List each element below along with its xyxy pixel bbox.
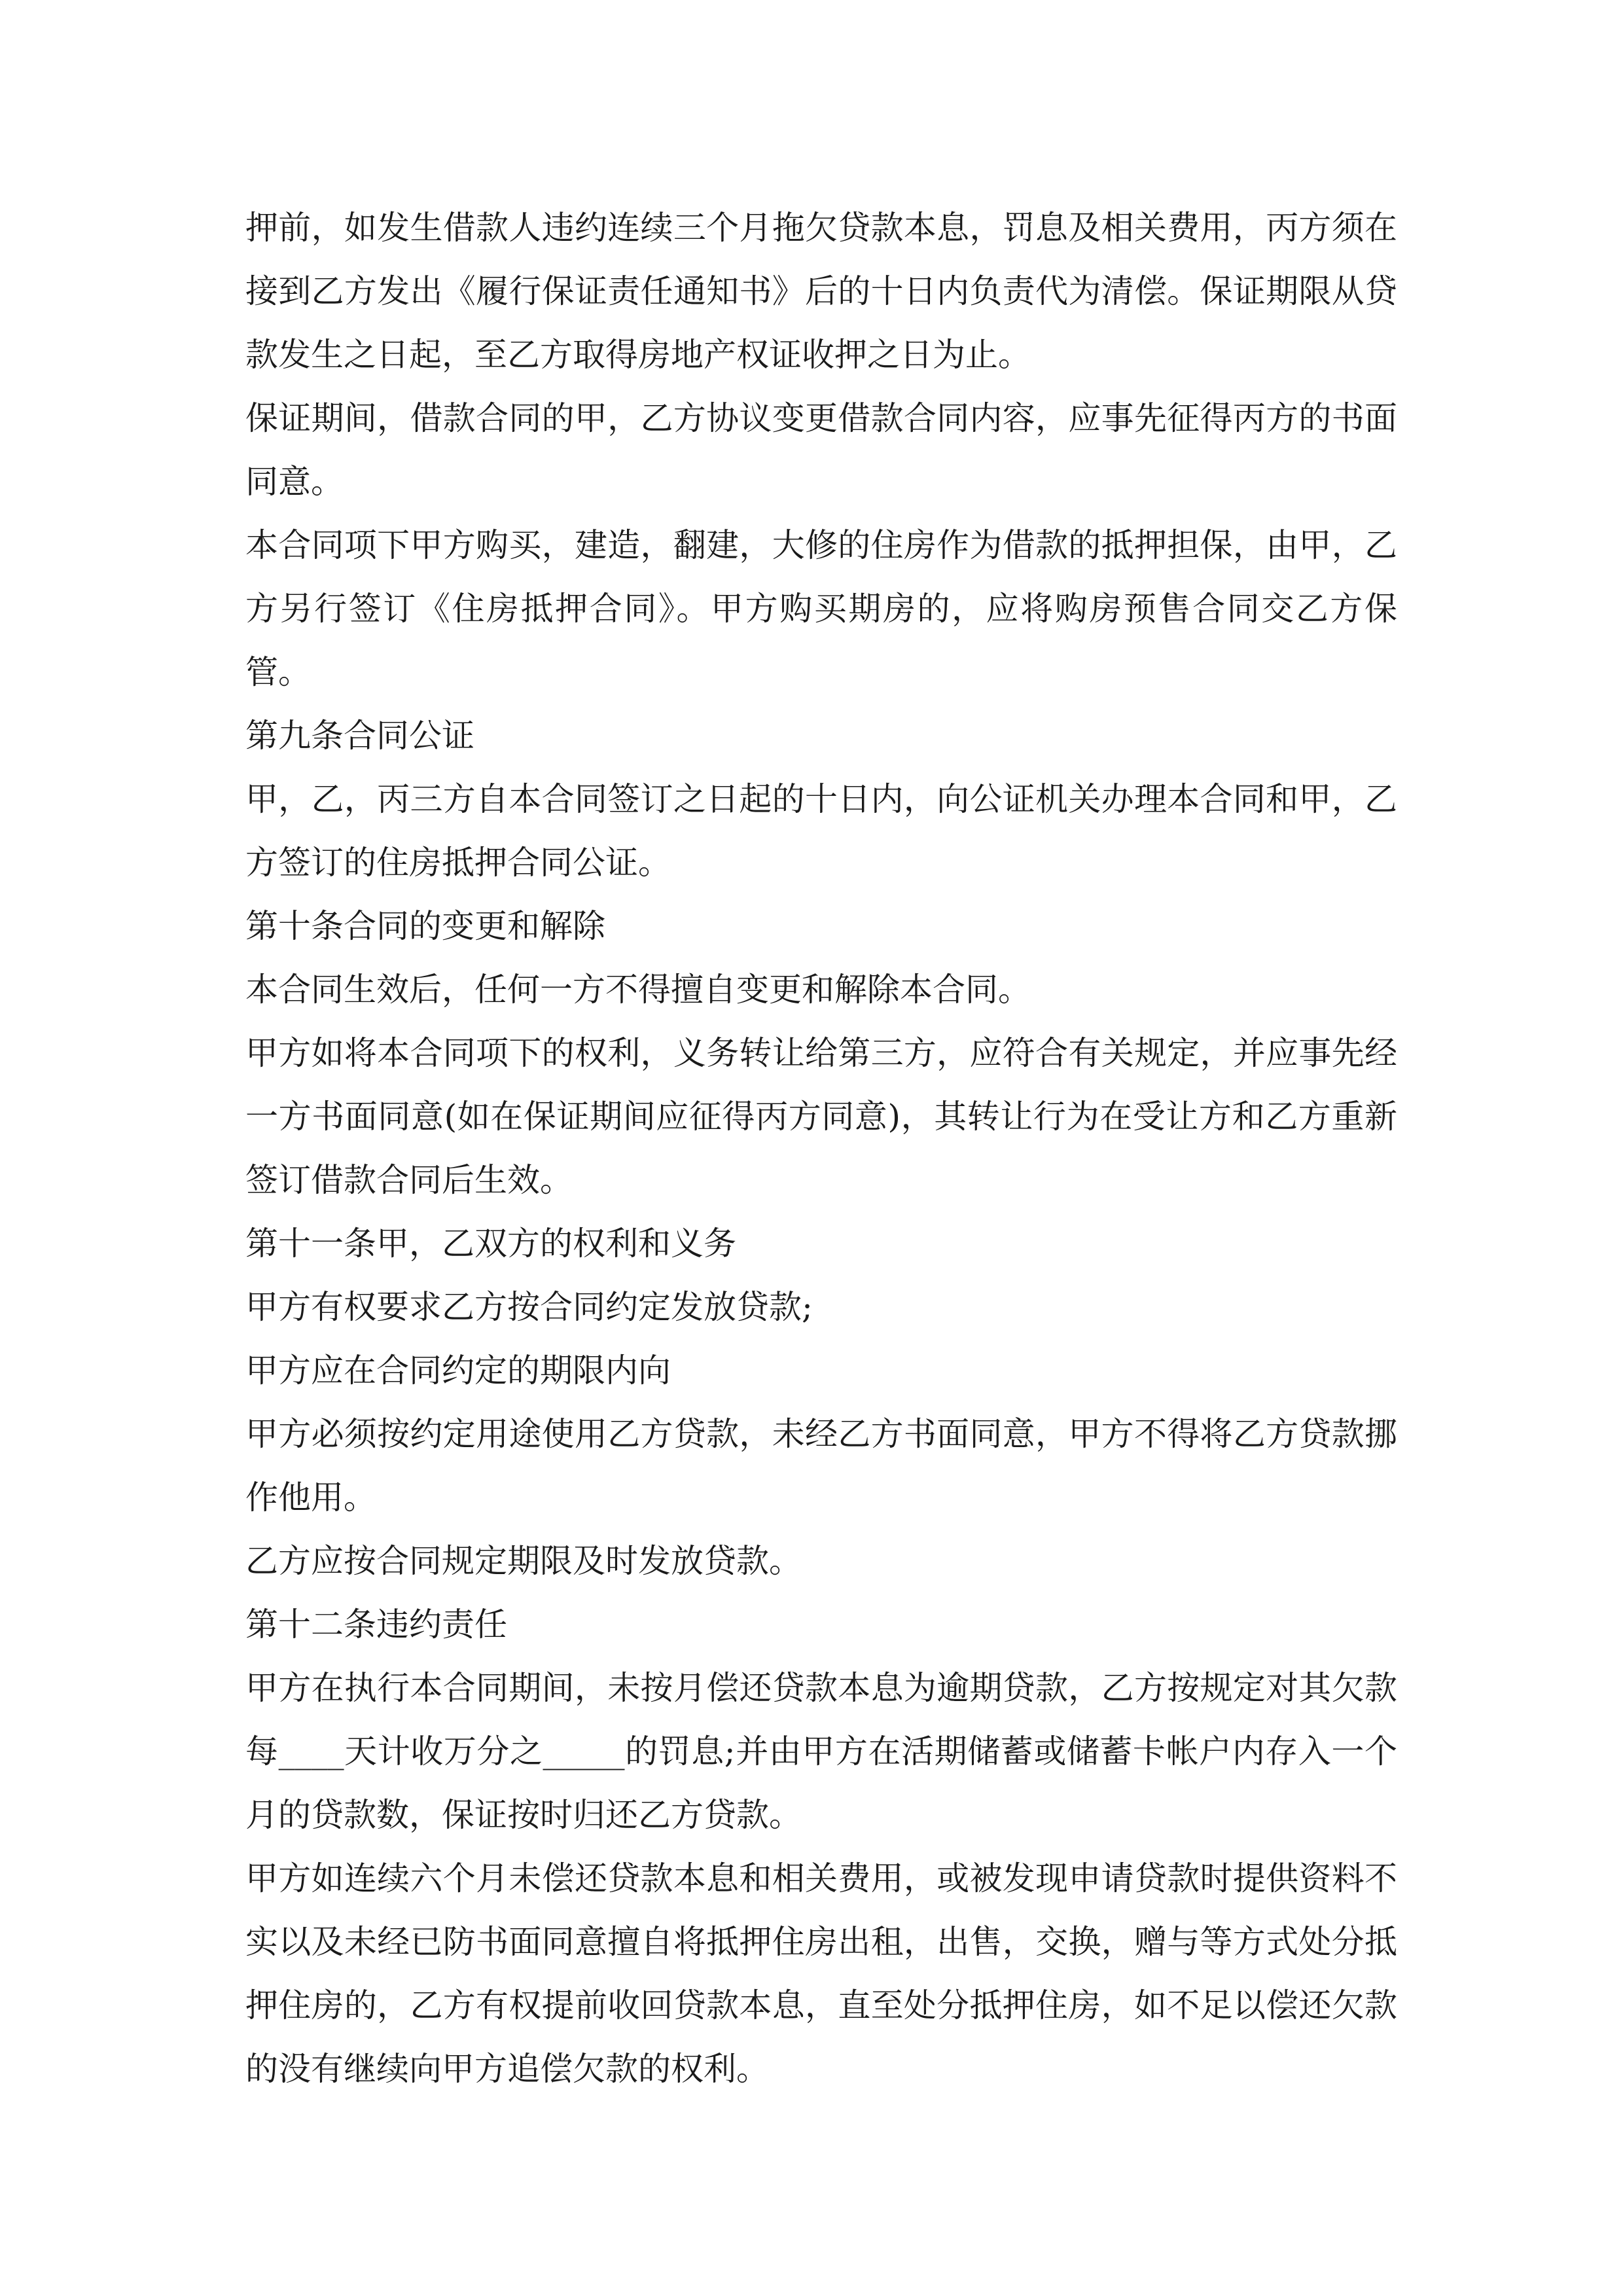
paragraph-repay-within-term: 甲方应在合同约定的期限内向 bbox=[245, 1352, 671, 1390]
document-body bbox=[245, 196, 1397, 2101]
heading-article-9: 第九条合同公证 bbox=[245, 717, 474, 755]
paragraph-guarantee-period-change: 保证期间，借款合同的甲，乙方协议变更借款合同内容，应事先征得丙方的书面同意。 bbox=[245, 399, 1397, 501]
paragraph-mortgage-security: 本合同项下甲方购买，建造，翻建，大修的住房作为借款的抵押担保，由甲，乙方另行签订《住房抵押合同》。甲方购买期房的，应将购房预售合同交乙方保管。 bbox=[245, 526, 1397, 691]
paragraph-right-to-request-loan: 甲方有权要求乙方按合同约定发放贷款; bbox=[245, 1288, 813, 1326]
paragraph-no-unilateral-change: 本合同生效后，任何一方不得擅自变更和解除本合同。 bbox=[245, 971, 1031, 1009]
paragraph-loan-usage: 甲方必须按约定用途使用乙方贷款，未经乙方书面同意，甲方不得将乙方贷款挪作他用。 bbox=[245, 1415, 1397, 1516]
heading-article-12: 第十二条违约责任 bbox=[245, 1605, 507, 1643]
heading-article-11: 第十一条甲，乙双方的权利和义务 bbox=[245, 1225, 736, 1263]
paragraph-timely-disbursement: 乙方应按合同规定期限及时发放贷款。 bbox=[245, 1542, 802, 1580]
paragraph-transfer-rights: 甲方如将本合同项下的权利，义务转让给第三方，应符合有关规定，并应事先经一方书面同意(如在保证期间应征得丙方同意)，其转让行为在受让方和乙方重新签订借款合同后生效。 bbox=[245, 1034, 1397, 1199]
paragraph-overdue-penalty: 甲方在执行本合同期间，未按月偿还贷款本息为逾期贷款，乙方按规定对其欠款每____天计收万分之_____的罚息;并由甲方在活期储蓄或储蓄卡帐户内存入一个月的贷款数，保证按时归还乙方贷款。 bbox=[245, 1669, 1397, 1834]
paragraph-early-recall: 甲方如连续六个月未偿还贷款本息和相关费用，或被发现申请贷款时提供资料不实以及未经已防书面同意擅自将抵押住房出租，出售，交换，赠与等方式处分抵押住房的，乙方有权提前收回贷款本息，直至处分抵押住房，如不足以偿还欠款的没有继续向甲方追偿欠款的权利。 bbox=[245, 1859, 1397, 2088]
heading-article-10: 第十条合同的变更和解除 bbox=[245, 907, 605, 945]
paragraph-guarantee-liability: 押前，如发生借款人违约连续三个月拖欠贷款本息，罚息及相关费用，丙方须在接到乙方发出《履行保证责任通知书》后的十日内负责代为清偿。保证期限从贷款发生之日起，至乙方取得房地产权证收押之日为止。 bbox=[245, 209, 1397, 374]
paragraph-notarization: 甲，乙，丙三方自本合同签订之日起的十日内，向公证机关办理本合同和甲，乙方签订的住房抵押合同公证。 bbox=[245, 780, 1397, 882]
